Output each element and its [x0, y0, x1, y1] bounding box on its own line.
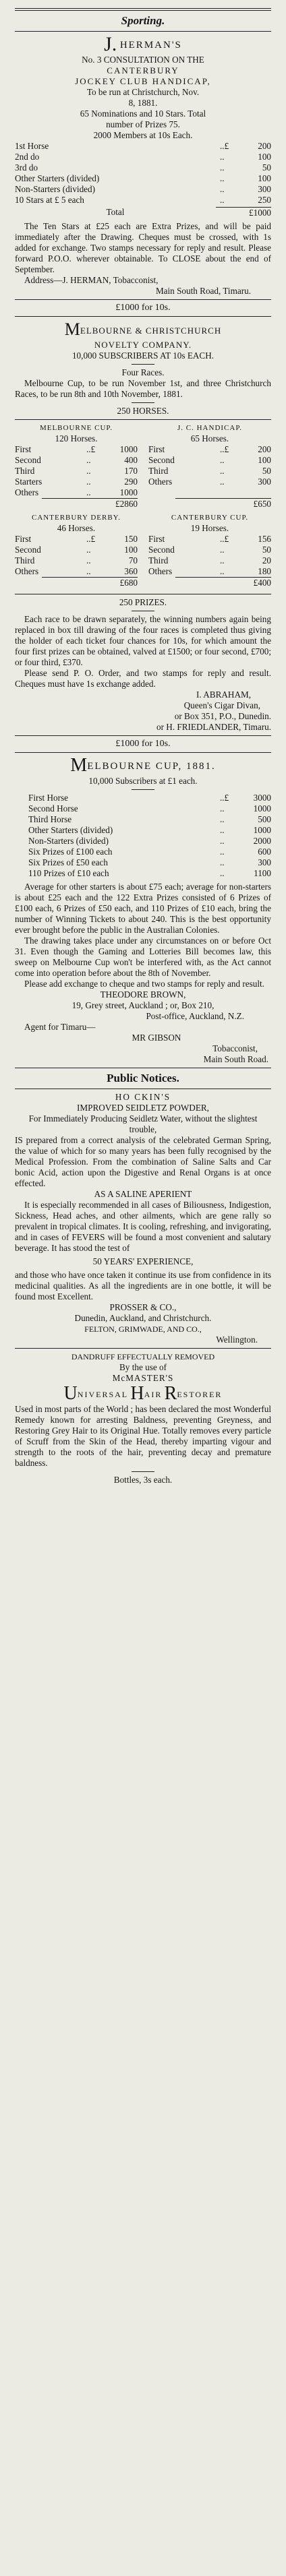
hockin-agent: Wellington. [216, 1335, 258, 1345]
prize-leader: .. [220, 825, 225, 835]
universal-hair-restorer [15, 1384, 271, 1404]
prize-row [28, 803, 271, 814]
hockin-title: IMPROVED SEIDLETZ POWDER, [77, 1103, 209, 1113]
novelty-name [15, 319, 271, 340]
prize-leader: .. [86, 555, 91, 565]
novelty-body: Please send P. O. Order, and two stamps for reply and result. Cheques must have 1s exchange added. [15, 668, 271, 689]
prize-row [15, 152, 271, 162]
melbourne-cup-body: Please add exchange to cheque and two stamps for reply and result. [24, 979, 264, 989]
prize-leader: .. [220, 847, 225, 857]
prize-leader: .. [86, 455, 91, 465]
prize-label: 1st Horse [15, 141, 49, 151]
divider [15, 31, 271, 32]
prize-row [28, 825, 271, 836]
prize-value: 1000 [119, 487, 138, 497]
prize-label: Second Horse [28, 803, 78, 814]
prize-value: 300 [258, 184, 271, 194]
hair-rest: AIR [144, 1390, 163, 1399]
hockin-subtitle: For Immediately Producing Seidletz Water, without the slightest trouble, [28, 1113, 258, 1134]
prize-label: Six Prizes of £100 each [28, 847, 113, 857]
divider [15, 752, 271, 753]
prize-leader: .. [220, 477, 225, 487]
race-rows [148, 534, 271, 577]
top-rule [15, 8, 271, 11]
prize-value: 100 [258, 152, 271, 162]
hermann-address: Main South Road, Timaru. [155, 286, 251, 296]
section-header-sporting: Sporting. [121, 14, 165, 27]
prize-label: Other Starters (divided) [28, 825, 113, 835]
novelty-signature: or H. FRIEDLANDER, Timaru. [156, 722, 271, 732]
prize-leader: .. [220, 555, 225, 565]
prize-leader: .. [220, 195, 225, 205]
novelty-name-rest: ELBOURNE & CHRISTCHURCH [80, 326, 222, 336]
race-name: CANTERBURY CUP. [171, 514, 249, 522]
prize-row [148, 555, 271, 566]
prize-row [28, 857, 271, 868]
novelty-signature: Queen's Cigar Divan, [183, 700, 260, 710]
prize-value: 100 [258, 173, 271, 183]
prize-value: 50 [262, 162, 271, 173]
prize-label: Non-Starters (divided) [28, 836, 109, 846]
prize-row [15, 545, 138, 555]
divider [15, 316, 271, 317]
prize-value: 400 [124, 455, 138, 465]
prize-value: 1100 [254, 868, 271, 878]
hermann-initial: J. [104, 33, 117, 55]
hockin-advertisement [15, 1092, 271, 1345]
prize-label: Six Prizes of £50 each [28, 857, 108, 867]
prize-row [15, 141, 271, 152]
novelty-signature: I. ABRAHAM, [196, 689, 251, 700]
race-count: 65 Horses. [190, 433, 229, 443]
prize-label: Starters [15, 477, 42, 487]
prize-label: 2nd do [15, 152, 40, 162]
prize-value: 150 [124, 534, 138, 544]
prize-list [15, 793, 271, 879]
race-rows [15, 534, 138, 577]
melbourne-cup-heading [15, 756, 271, 776]
prize-value: 180 [258, 566, 271, 576]
race-block-canterbury-cup [148, 512, 271, 588]
prize-row [15, 566, 138, 577]
prize-list [15, 141, 271, 206]
divider [132, 364, 154, 365]
prize-row [15, 162, 271, 173]
prize-value: 100 [124, 545, 138, 555]
prize-label: 3rd do [15, 162, 38, 173]
hermann-line: To be run at Christchurch, Nov. [86, 87, 200, 97]
hermann-body: The Ten Stars at £25 each are Extra Prizes, and will be paid immediately after the Drawing. Cheques must be crossed, with 1s added for exchange. Two stamps necessary for reply and result. Please forward P.O.O. wherever obtainable. To CLOSE about the end of September. [15, 221, 271, 274]
novelty-title: £1000 for 10s. [115, 303, 171, 313]
prize-leader: .. [220, 566, 225, 576]
prize-row [28, 847, 271, 857]
melbourne-cup-signature: Post-office, Auckland, N.Z. [146, 1011, 244, 1021]
prize-leader: ..£ [220, 141, 229, 151]
prize-value: 156 [258, 534, 271, 544]
prize-value: 200 [258, 444, 271, 454]
race-block-canterbury-derby [15, 512, 138, 588]
prize-value: 600 [258, 847, 271, 857]
total-value: £1000 [216, 207, 271, 218]
prize-label: Non-Starters (divided) [15, 184, 96, 194]
total-row [15, 207, 271, 218]
prize-row [148, 466, 271, 477]
bottles-price: Bottles, 3s each. [113, 1475, 173, 1485]
novelty-line: 10,000 SUBSCRIBERS AT 10s EACH. [72, 350, 214, 361]
prize-value: 70 [128, 555, 138, 565]
race-table-bottom [15, 512, 271, 588]
prize-row [28, 836, 271, 847]
universal-rest: NIVERSAL [77, 1390, 129, 1399]
prize-row [148, 545, 271, 555]
prize-label: Third [148, 466, 169, 476]
prize-row [15, 184, 271, 195]
prize-row [15, 455, 138, 466]
prize-row [148, 477, 271, 487]
prize-value: 300 [258, 857, 271, 867]
divider [132, 789, 154, 790]
prize-label: First [15, 444, 32, 454]
melbourne-cup-signature: THEODORE BROWN, [100, 989, 186, 1000]
prize-value: 200 [258, 141, 271, 151]
prize-label: Second [15, 545, 41, 555]
prize-row [28, 814, 271, 825]
race-name: J. C. HANDICAP. [177, 424, 242, 432]
prize-value: 500 [258, 814, 271, 824]
prize-row [15, 555, 138, 566]
prize-leader: ..£ [86, 444, 96, 454]
prize-value: 250 [258, 195, 271, 205]
prize-label: First [148, 534, 165, 544]
prize-row [15, 195, 271, 206]
prize-leader: .. [220, 455, 225, 465]
prize-leader: .. [220, 152, 225, 162]
hermann-line: JOCKEY CLUB HANDICAP, [75, 76, 211, 86]
divider [15, 1088, 271, 1089]
prize-label: 110 Prizes of £10 each [28, 868, 109, 878]
hockin-body: IS prepared from a correct analysis of the celebrated German Spring, the value of which for so many years has been fully recognised by the Medical Profession. From the combination of Saline Salts and Car bonic Acid, action upon the Digestive and Renal Organs is at once effected. [15, 1135, 271, 1188]
prize-leader: .. [220, 162, 225, 173]
prize-row [15, 444, 138, 455]
prize-leader: .. [220, 803, 225, 814]
hermann-line: 8, 1881. [128, 98, 158, 108]
divider [132, 402, 154, 403]
hair-initial: H [130, 1383, 144, 1404]
race-total: £650 [175, 498, 271, 510]
hermann-advertisement [15, 34, 271, 297]
hockin-agent: PROSSER & CO., [109, 1302, 177, 1312]
melbourne-cup-signature: Tobacconist, [212, 1043, 258, 1053]
melbourne-cup-subtitle: 10,000 Subscribers at £1 each. [88, 776, 198, 786]
novelty-line: Four Races. [121, 367, 165, 377]
novelty-signature: or Box 351, P.O., Dunedin. [174, 711, 271, 721]
prize-label: First Horse [28, 793, 68, 803]
prize-row [28, 868, 271, 879]
race-rows [15, 444, 138, 498]
section-header-public-notices: Public Notices. [107, 1072, 179, 1084]
prize-leader: ..£ [220, 793, 229, 803]
prize-value: 2000 [253, 836, 271, 846]
prize-leader: .. [86, 566, 91, 576]
prize-value: 170 [124, 466, 138, 476]
prize-label: First [148, 444, 165, 454]
prize-value: 3000 [253, 793, 271, 803]
divider [15, 1348, 271, 1349]
race-block-jc-handicap [148, 423, 271, 510]
divider [15, 299, 271, 300]
hockin-years: 50 YEARS' EXPERIENCE, [92, 1256, 194, 1266]
prize-leader: .. [220, 868, 225, 878]
prize-label: 10 Stars at £ 5 each [15, 195, 84, 205]
prize-leader: .. [86, 466, 91, 476]
melbourne-cup-signature: Main South Road. [203, 1054, 268, 1064]
prize-row [15, 487, 138, 498]
novelty-body: Each race to be drawn separately, the winning numbers again being replaced in box till drawing of the four races is completed thus giving the holder of each ticket four chances for 10s, for which amount the four first prizes can be obtained, valved at £1500; or four second, £700; or four third, £370. [15, 614, 271, 667]
melbourne-cup-signature: 19, Grey street, Auckland ; or, Box 210, [72, 1000, 214, 1010]
hermann-line: 2000 Members at 10s Each. [93, 130, 193, 140]
prize-value: 290 [124, 477, 138, 487]
prize-value: 50 [262, 545, 271, 555]
hermann-title [15, 34, 271, 55]
prize-row [15, 466, 138, 477]
prize-label: Other Starters (divided) [15, 173, 100, 183]
prize-leader: .. [220, 184, 225, 194]
novelty-line: NOVELTY COMPANY. [94, 340, 192, 350]
melbourne-cup-body: The drawing takes place under any circumstances on or before Oct 31. Even though the Gaming and Lotteries Bill becomes law, this sweep on Melbourne Cup won't be interfered with, as the Act cannot come into operation before about the 8th of November. [15, 936, 271, 978]
prize-leader: .. [220, 466, 225, 476]
melbourne-cup-signature: MR GIBSON [132, 1033, 181, 1043]
prize-label: Others [15, 487, 39, 497]
race-name: CANTERBURY DERBY. [32, 514, 121, 522]
prize-leader: .. [220, 173, 225, 183]
hockin-title: HO CKIN'S [115, 1092, 171, 1102]
race-table-top [15, 423, 271, 510]
hockin-aperient: AS A SALINE APERIENT [94, 1189, 192, 1199]
prize-label: Second [148, 455, 175, 465]
race-total: £2860 [42, 498, 138, 510]
race-name: MELBOURNE CUP. [39, 424, 113, 432]
prize-value: 1000 [253, 825, 271, 835]
hockin-agent: Dunedin, Auckland, and Christchurch. [74, 1313, 212, 1323]
restorer-rest: ESTORER [177, 1390, 223, 1399]
melbourne-cup-initial: M [70, 755, 88, 776]
hermann-line: CANTERBURY [107, 65, 179, 75]
prize-label: Third [15, 466, 35, 476]
prize-leader: .. [86, 545, 91, 555]
prize-label: Second [15, 455, 41, 465]
race-block-melbourne-cup [15, 423, 138, 510]
race-count: 46 Horses. [57, 523, 96, 533]
melbourne-cup-title: £1000 for 10s. [115, 739, 171, 749]
prize-value: 50 [262, 466, 271, 476]
melbourne-cup-body: Average for other starters is about £75 each; average for non-starters is about £25 each and the 122 Extra Prizes consisted of 6 Prizes of £100 each, 6 Prizes of £50 each, and 110 Prizes of £10 each, bring the number of Winning Tickets to about 240. This is the best opportunity ever brought before the public in the Australian Colonies. [15, 882, 271, 935]
dandruff-heading: DANDRUFF EFFECTUALLY REMOVED [71, 1352, 215, 1361]
prize-leader: ..£ [220, 444, 229, 454]
dandruff-subheading: By the use of [119, 1362, 167, 1372]
prize-leader: .. [220, 857, 225, 867]
novelty-initial: M [64, 319, 80, 339]
novelty-horses: 250 HORSES. [117, 406, 169, 416]
universal-initial: U [63, 1383, 78, 1404]
race-total: £400 [175, 577, 271, 588]
prize-row [148, 444, 271, 455]
hermann-line: No. 3 CONSULTATION ON THE [82, 55, 204, 65]
melbourne-cup-heading-rest: ELBOURNE CUP, 1881. [87, 761, 216, 772]
divider [132, 1471, 154, 1472]
prize-row [15, 477, 138, 487]
race-rows [148, 444, 271, 487]
hermann-name: HERMAN'S [119, 40, 182, 51]
melbourne-cup-advertisement [15, 739, 271, 1065]
prize-label: Third [15, 555, 35, 565]
race-count: 19 Horses. [190, 523, 229, 533]
prize-row [148, 534, 271, 545]
prize-label: Others [148, 566, 173, 576]
prize-row [28, 793, 271, 803]
hockin-body: and those who have once taken it continue its use from confidence in its medicinal qualities. As all the ingredients are in one bottle, it will be found most Excellent. [15, 1270, 271, 1301]
hockin-agent: FELTON, GRIMWADE, AND CO., [84, 1324, 202, 1334]
prize-leader: .. [86, 487, 91, 497]
prize-leader: ..£ [220, 534, 229, 544]
prize-label: Second [148, 545, 175, 555]
prize-label: Third Horse [28, 814, 72, 824]
prize-leader: .. [86, 477, 91, 487]
prize-leader: ..£ [86, 534, 96, 544]
novelty-prizes: 250 PRIZES. [119, 597, 167, 607]
divider [15, 735, 271, 736]
race-count: 120 Horses. [55, 433, 98, 443]
prize-value: 20 [262, 555, 271, 565]
spacer [148, 487, 271, 498]
prize-leader: .. [220, 836, 225, 846]
prize-value: 360 [124, 566, 138, 576]
divider [15, 419, 271, 420]
prize-leader: .. [220, 545, 225, 555]
novelty-body: Melbourne Cup, to be run November 1st, and three Christchurch Races, to be run 8th and 10th November, 1881. [15, 378, 271, 399]
race-total: £680 [42, 577, 138, 588]
prize-row [15, 534, 138, 545]
prize-row [15, 173, 271, 184]
prize-row [148, 566, 271, 577]
hermann-line: number of Prizes 75. [106, 119, 180, 129]
mcmaster-name: McMASTER'S [112, 1373, 174, 1383]
restorer-initial: R [164, 1383, 177, 1404]
total-label: Total [106, 207, 125, 217]
prize-label: Others [15, 566, 39, 576]
prize-value: 1000 [253, 803, 271, 814]
hockin-body: It is especially recommended in all cases of Biliousness, Indigestion, Sickness, Head aches, and other ailments, which are gene rally so prevalent in tropical climates. It is cooling, refreshing, and invigorating, and in cases of FEVERS will be found a most convenient and salutary beverage. It has stood the test of [15, 1200, 271, 1253]
prize-value: 1000 [119, 444, 138, 454]
dandruff-body: Used in most parts of the World ; has been declared the most Wonderful Remedy known for arresting Baldness, preventing Greyness, and Restoring Grey Hair to its Original Hue. Totally removes every particle of Scruff from the Skin of the Head, thereby imparting vigour and strength to the roots of the hair, preventing decay and premature baldness. [15, 1404, 271, 1468]
hair-restorer-advertisement [15, 1351, 271, 1485]
melbourne-cup-signature: Agent for Timaru— [24, 1022, 96, 1032]
novelty-company-advertisement [15, 303, 271, 733]
hermann-address: Address—J. HERMAN, Tobacconist, [24, 275, 159, 285]
prize-label: Others [148, 477, 173, 487]
hermann-line: 65 Nominations and 10 Stars. Total [80, 109, 206, 119]
prize-label: Third [148, 555, 169, 565]
prize-row [148, 455, 271, 466]
prize-leader: .. [220, 814, 225, 824]
prize-value: 100 [258, 455, 271, 465]
prize-value: 300 [258, 477, 271, 487]
prize-label: First [15, 534, 32, 544]
